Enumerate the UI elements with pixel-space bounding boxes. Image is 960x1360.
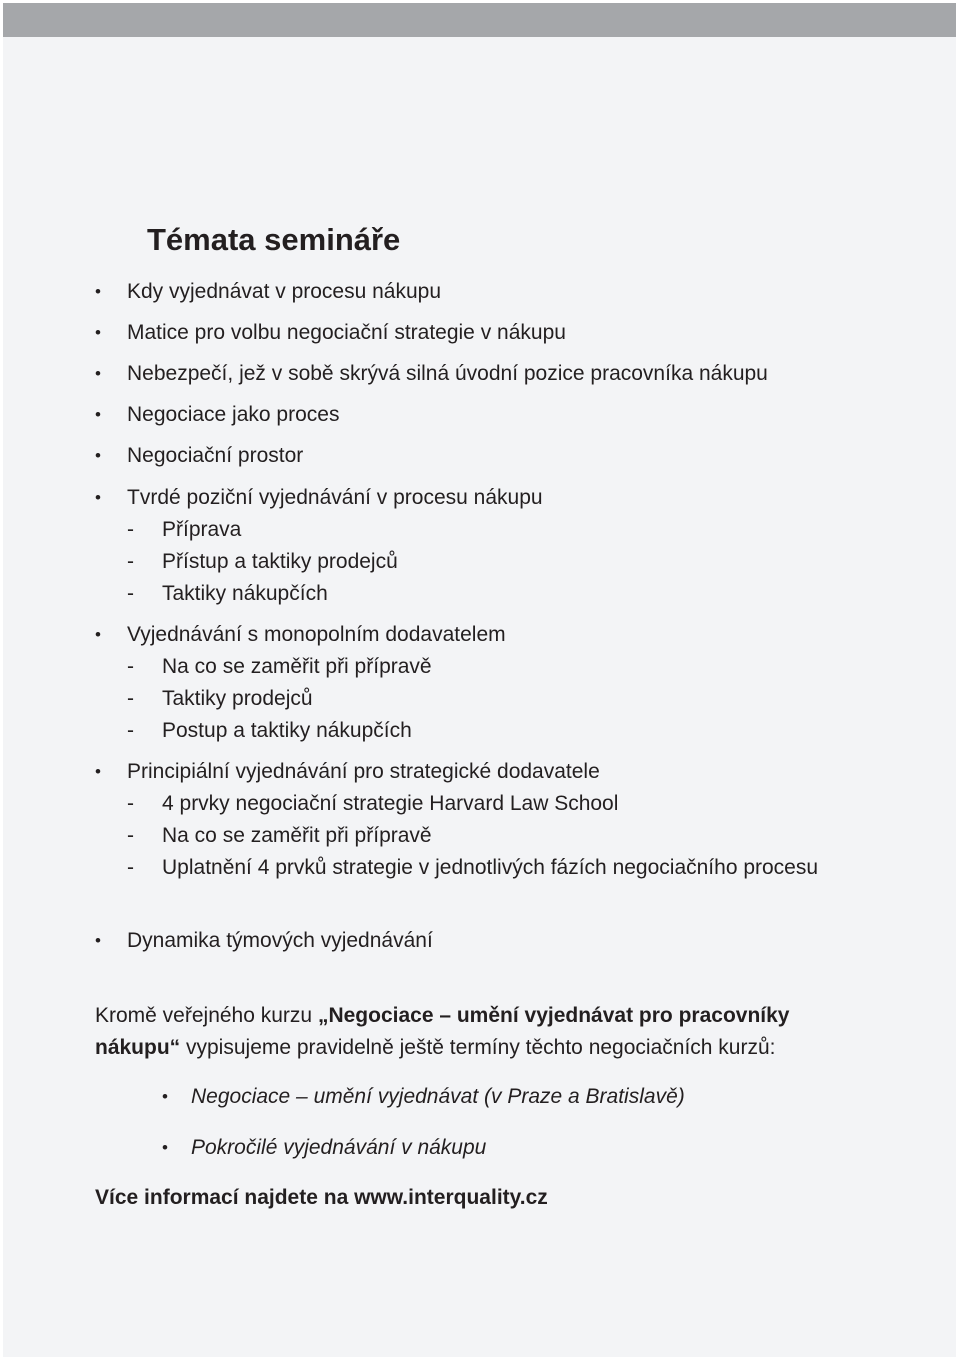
bullet-icon: • xyxy=(95,405,101,424)
subtopic-label: Přístup a taktiky prodejců xyxy=(162,550,398,573)
note-text-after: vypisujeme pravidelně ještě termíny těchto negociačních kurzů: xyxy=(180,1036,776,1059)
dash-marker: - xyxy=(127,824,134,847)
bullet-icon: • xyxy=(95,446,101,465)
page-title: Témata semináře xyxy=(147,222,401,257)
dash-marker: - xyxy=(127,719,134,742)
dash-marker: - xyxy=(127,687,134,710)
topic-label: Nebezpečí, jež v sobě skrývá silná úvodní pozice pracovníka nákupu xyxy=(127,362,768,385)
dash-marker: - xyxy=(127,655,134,678)
subtopic-label: Na co se zaměřit při přípravě xyxy=(162,824,432,847)
bullet-icon: • xyxy=(95,323,101,342)
subtopic-label: Taktiky prodejců xyxy=(162,687,313,710)
bullet-icon: • xyxy=(162,1138,168,1157)
subtopic-label: Postup a taktiky nákupčích xyxy=(162,719,412,742)
subtopic-label: Na co se zaměřit při přípravě xyxy=(162,655,432,678)
topic-label: Dynamika týmových vyjednávání xyxy=(127,929,433,952)
bullet-icon: • xyxy=(95,931,101,950)
subtopic-label: 4 prvky negociační strategie Harvard Law School xyxy=(162,792,619,815)
topic-label: Kdy vyjednávat v procesu nákupu xyxy=(127,280,442,303)
subtopic-label: Taktiky nákupčích xyxy=(162,582,328,605)
topic-label: Matice pro volbu negociační strategie v nákupu xyxy=(127,321,566,344)
dash-marker: - xyxy=(127,792,134,815)
dash-marker: - xyxy=(127,550,134,573)
course-note xyxy=(95,1000,865,1064)
bullet-icon: • xyxy=(95,364,101,383)
dash-marker: - xyxy=(127,582,134,605)
bullet-icon: • xyxy=(95,282,101,301)
course-label: Negociace – umění vyjednávat (v Praze a Bratislavě) xyxy=(191,1085,685,1108)
topic-label: Negociační prostor xyxy=(127,444,304,467)
dash-marker: - xyxy=(127,856,134,879)
bullet-icon: • xyxy=(95,762,101,781)
dash-marker: - xyxy=(127,518,134,541)
topic-label: Negociace jako proces xyxy=(127,403,340,426)
topic-label: Principiální vyjednávání pro strategické dodavatele xyxy=(127,760,600,783)
header-bar xyxy=(3,3,956,37)
subtopic-label: Uplatnění 4 prvků strategie v jednotlivých fázích negociačního procesu xyxy=(162,856,819,879)
subtopic-label: Příprava xyxy=(162,518,242,541)
note-text-before: Kromě veřejného kurzu xyxy=(95,1004,318,1027)
bullet-icon: • xyxy=(162,1087,168,1106)
more-info: Více informací najdete na www.interquality.cz xyxy=(95,1186,548,1209)
bullet-icon: • xyxy=(95,625,101,644)
topic-label: Vyjednávání s monopolním dodavatelem xyxy=(127,623,506,646)
topic-label: Tvrdé poziční vyjednávání v procesu nákupu xyxy=(127,486,543,509)
bullet-icon: • xyxy=(95,488,101,507)
course-label: Pokročilé vyjednávání v nákupu xyxy=(191,1136,487,1159)
note-course-name: „Negociace – umění vyjednávat pro pracovníky nákupu“ xyxy=(95,1004,790,1059)
